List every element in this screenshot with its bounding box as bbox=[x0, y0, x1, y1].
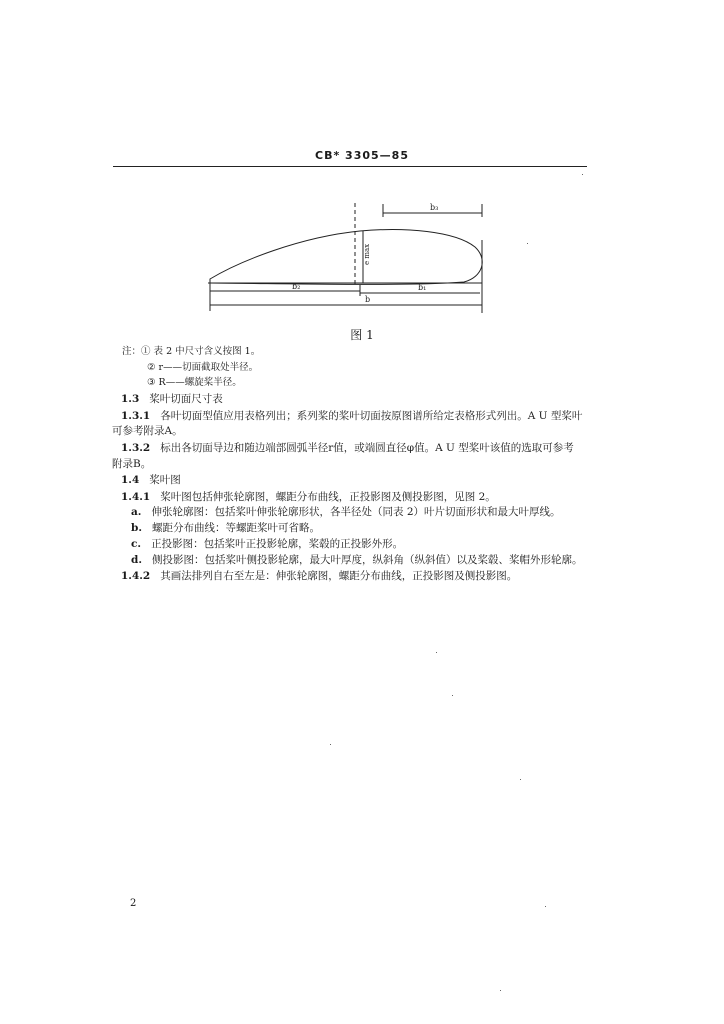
item-mark: d. bbox=[131, 554, 142, 566]
item-mark: a. bbox=[131, 506, 142, 518]
note-line-3: ③ R——螺旋桨半径。 bbox=[147, 377, 242, 388]
scan-speck bbox=[436, 652, 437, 653]
scan-speck bbox=[452, 695, 453, 696]
list-item bbox=[131, 521, 320, 535]
section-title: 桨叶图 bbox=[149, 474, 181, 486]
section-title: 桨叶切面尺寸表 bbox=[149, 393, 223, 405]
para-1-3-2-line-1 bbox=[121, 441, 574, 455]
b1-label: b₁ bbox=[418, 283, 427, 292]
section-number: 1.4 bbox=[121, 474, 140, 486]
paragraph-text: 标出各切面导边和随边端部圆弧半径r值，或端圆直径φ值。A U 型桨叶该值的选取可参考 bbox=[160, 442, 574, 454]
item-mark: c. bbox=[131, 538, 142, 550]
item-text: 正投影图：包括桨叶正投影轮廓，桨毂的正投影外形。 bbox=[151, 538, 404, 550]
section-number: 1.3.2 bbox=[121, 442, 151, 454]
scan-speck bbox=[520, 779, 521, 780]
page-number: 2 bbox=[130, 898, 137, 909]
para-1-4-2 bbox=[121, 569, 517, 583]
item-text: 伸张轮廓图：包括桨叶伸张轮廓形状，各半径处（同表 2）叶片切面形状和最大叶厚线。 bbox=[151, 506, 561, 518]
para-1-3-1-line-1 bbox=[121, 409, 582, 423]
b3-label: b₃ bbox=[430, 203, 439, 212]
note-line-2: ② r——切面截取处半径。 bbox=[147, 362, 259, 373]
list-item bbox=[131, 505, 561, 519]
scan-speck bbox=[527, 243, 528, 244]
blade-section-figure bbox=[200, 195, 500, 320]
section-number: 1.3.1 bbox=[121, 410, 151, 422]
blade-profile-outline bbox=[210, 230, 482, 285]
emax-label: e max bbox=[363, 243, 371, 265]
note-lead: 注：① bbox=[122, 346, 151, 357]
note-line-1 bbox=[122, 345, 260, 359]
b2-label: b₂ bbox=[292, 282, 301, 291]
scan-speck bbox=[500, 990, 501, 991]
paragraph-text: 桨叶图包括伸张轮廓图，螺距分布曲线，正投影图及侧投影图，见图 2。 bbox=[160, 491, 496, 503]
section-number: 1.3 bbox=[121, 393, 140, 405]
section-number: 1.4.2 bbox=[121, 570, 151, 582]
list-item bbox=[131, 553, 583, 567]
standard-code-header: CB* 3305—85 bbox=[315, 149, 409, 162]
paragraph-text: 各叶切面型值应用表格列出；系列桨的桨叶切面按原图谱所给定表格形式列出。A U 型桨叶 bbox=[160, 410, 583, 422]
paragraph-text: 其画法排列自右至左是：伸张轮廓图，螺距分布曲线，正投影图及侧投影图。 bbox=[160, 570, 518, 582]
para-1-3-2-line-2: 附录B。 bbox=[112, 458, 152, 470]
item-text: 侧投影图：包括桨叶侧投影轮廓，最大叶厚度，纵斜角（纵斜值）以及桨毂、桨帽外形轮廓。 bbox=[152, 554, 583, 566]
header-rule bbox=[113, 166, 587, 167]
section-number: 1.4.1 bbox=[121, 491, 151, 503]
scan-speck bbox=[582, 174, 583, 175]
item-text: 螺距分布曲线：等螺距桨叶可省略。 bbox=[152, 522, 321, 534]
note-text-1: 表 2 中尺寸含义按图 1。 bbox=[153, 346, 261, 357]
figure-caption: 图 1 bbox=[350, 328, 374, 342]
para-1-4-1 bbox=[121, 490, 496, 504]
item-mark: b. bbox=[131, 522, 142, 534]
section-1-3-heading bbox=[121, 392, 223, 406]
list-item bbox=[131, 537, 403, 551]
para-1-3-1-line-2: 可参考附录A。 bbox=[112, 425, 183, 437]
b-label: b bbox=[365, 295, 371, 304]
scan-speck bbox=[545, 906, 546, 907]
scan-speck bbox=[330, 744, 331, 745]
section-1-4-heading bbox=[121, 473, 181, 487]
